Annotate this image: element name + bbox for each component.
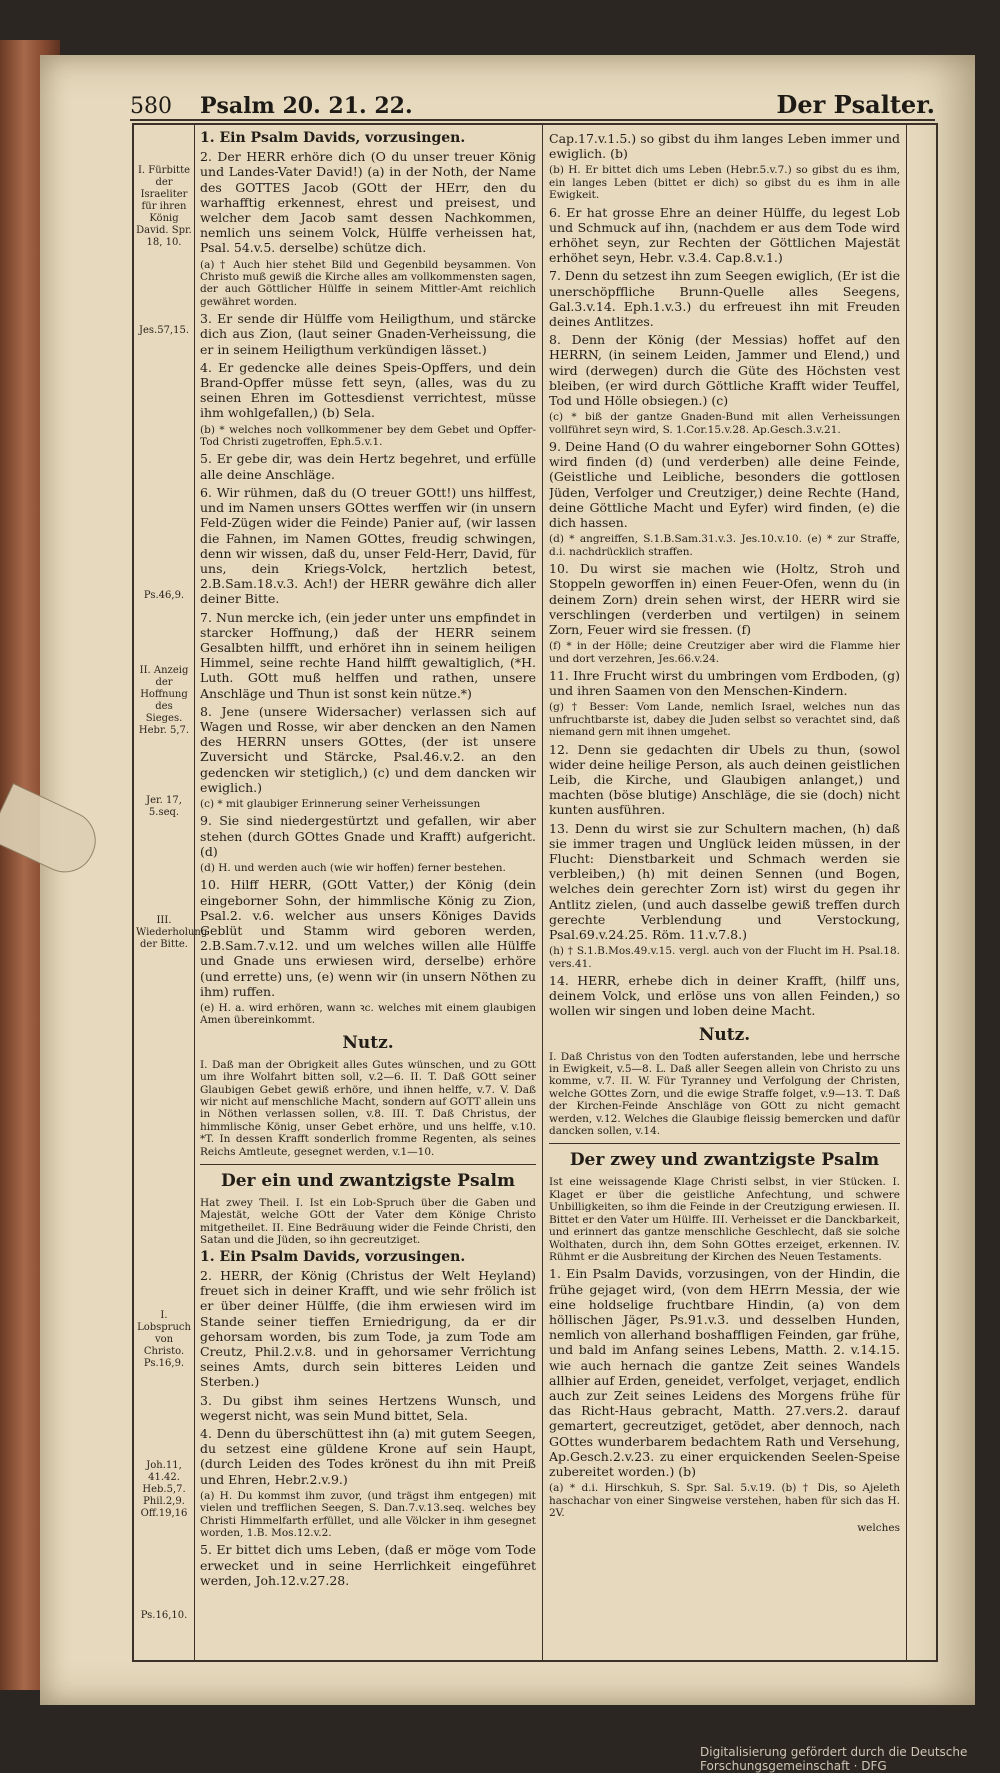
margin-note: Jer. 17, 5.seq. (146, 795, 182, 818)
verse: 14. HERR, erhebe dich in deiner Krafft, (hilff uns, deinem Volck, und erlöse uns von allen Feinden,) so wollen wir singen und loben deine Macht. (549, 973, 900, 1019)
footnote: (a) † Auch hier stehet Bild und Gegenbild beysammen. Von Christo muß gewiß die Kirche alles am vollkommensten sagen, der auch Göttlicher Hülffe in seinem Mittler-Amt reichlich gewähret worden. (200, 258, 536, 308)
footnote: (d) * angreiffen, S.1.B.Sam.31.v.3. Jes.10.v.10. (e) * zur Straffe, d.i. nachdrücklich straffen. (549, 533, 900, 558)
section-heading: Nutz. (342, 1032, 394, 1053)
verse: 2. HERR, der König (Christus der Welt Heyland) freuet sich in deiner Krafft, und wie sehr frölich ist er über deiner Hülffe, (die ihm erwiesen wird im Stande seiner tieffen Erniedrigung, da er dir gehorsam worden, bis zum Tode, ja zum Tode am Creutz, Phil.2.v.8. und in gehorsamer Verrichtung seines Amts, durch sein bitteres Leiden und Sterben.) (200, 1267, 536, 1390)
verse: 10. Du wirst sie machen wie (Holtz, Stroh und Stoppeln geworffen in) einen Feuer-Ofen, wenn du (in deinem Zorn) drein sehen wirst, der HERR wird sie verschlingen (verderben und vertilgen) in seinem Zorn, Feuer wird sie fressen. (f) (549, 561, 900, 637)
margin-note: I. Fürbitte der Israeliter für ihren König David. Spr. 18, 10. (136, 165, 192, 248)
verse: 3. Er sende dir Hülffe vom Heiligthum, und stärcke dich aus Zion, (laut seiner Gnaden-Verheissung, die er in seinem Heiligthum verkündigen lässet.) (200, 311, 536, 357)
footnote: (c) * mit glaubiger Erinnerung seiner Verheissungen (200, 797, 481, 810)
outer-margin (906, 125, 936, 1660)
footnote: (b) * welches noch vollkommener bey dem Gebet und Opffer-Tod Christi zugetroffen, Eph.5.v.1. (200, 423, 536, 449)
psalm-title: Der ein und zwantzigste Psalm (221, 1171, 515, 1192)
margin-note: Ps.16,10. (140, 1610, 188, 1621)
footnote: (e) H. a. wird erhören, wann ꝛc. welches mit einem glaubigen Amen übereinkommt. (200, 1002, 536, 1027)
verse: 10. Hilff HERR, (GOtt Vatter,) der König (dein eingeborner Sohn, der himmlische König zu Zion, Psal.2. v.6. welcher aus unsers Königes Davids Geblüt und Stamm wird geboren werden, 2.B.Sam.7.v.12. und um welches willen alle Hülffe und Gnade uns erwiesen wird, derselbe) erhöre (und errette) uns, (e) wenn wir (in unsern Nöthen zu ihm) ruffen. (200, 877, 536, 999)
margin-note: III. Wiederholung der Bitte. (136, 915, 208, 950)
verse: 6. Wir rühmen, daß du (O treuer GOtt!) uns hilffest, und im Namen unsers GOttes werffen wir (in unsern Feld-Zügen wider die Feinde) Panier auf, (wir lassen die Fahnen, im Namen GOttes, freudig schwingen, denn wir wissen, daß du, unser Feld-Herr, David, für uns, dein Kriegs-Volck, hertzlich betest, 2.B.Sam.18.v.3. Ach!) der HERR gewähre dich aller deiner Bitte. (200, 484, 536, 607)
margin-note: II. Anzeig der Hoffnung des Sieges. Hebr. 5,7. (138, 665, 190, 736)
verse: 1. Ein Psalm Davids, vorzusingen, von der Hindin, die frühe gejaget wird, (von dem HErrn Messia, der wie eine holdselige fruchtbare Hindin, (a) von dem höllischen Jäger, Ps.91.v.3. und desselben Hunden, nemlich von allerhand boshaffligen Feinden, gar frühe, und bald im Anfang seines Lebens, Matth. 2. v.14.15. wie auch hernach die gantze Zeit seines Wandels allhier auf Erden, geneidet, verfolget, verjaget, endlich auch zur Zeit seines Leidens des Morgens frühe für das Richt-Haus gebracht, Matth. 27.vers.2. darauf gemartert, gecreutziget, getödet, aber dennoch, nach GOttes wunderbarem bedachtem Rath und Versehung, Ap.Gesch.2.v.23. zu einer erquickenden Seelen-Speise zubereitet worden.) (b) (549, 1266, 900, 1479)
footnote: (b) H. Er bittet dich ums Leben (Hebr.5.v.7.) so gibst du es ihm, ein langes Leben (bittet er dich) so gibst du es ihm in alle Ewigkeit. (549, 164, 900, 202)
footnote: (a) * d.i. Hirschkuh, S. Spr. Sal. 5.v.19. (b) † Dis, so Ajeleth haschachar von einer Singweise verstehen, haben für sich das H. 2V. (549, 1482, 900, 1519)
digitization-credit: Digitalisierung gefördert durch die Deutsche Forschungsgemeinschaft · DFG (700, 1745, 968, 1773)
left-column (194, 125, 543, 1660)
verse: 13. Denn du wirst sie zur Schultern machen, (h) daß sie immer tragen und Unglück leiden müssen, in der Flucht: Dienstbarkeit und Schmach werden sie verbleiben,) (h) mit deinen Sennen (und Bogen, welches dein gerechter Zorn ist) wirst du gegen ihr Antlitz zielen, (und auch dasselbe gewiß treffen durch gerechte Verblendung und Verstockung, Psal.69.v.24.25. Röm. 11.v.7.8.) (549, 820, 900, 942)
footnote: (g) † Besser: Vom Lande, nemlich Israel, welches nun das unfruchtbarste ist, dabey die Juden selbst so verachtet sind, daß niemand gern mit ihnen umgehet. (549, 701, 900, 739)
right-column (543, 125, 907, 1660)
verse: 4. Denn du überschüttest ihn (a) mit gutem Seegen, du setzest eine güldene Krone auf sein Haupt, (durch Leiden des Todes krönest du ihn mit Preiß und Ehren, Hebr.2.v.9.) (200, 1425, 536, 1487)
divider (549, 1143, 900, 1144)
verse: 1. Ein Psalm Davids, vorzusingen. (200, 1248, 466, 1265)
margin-note: Joh.11, 41.42. Heb.5,7. Phil.2,9. Off.19,16 (140, 1460, 188, 1519)
verse: 11. Ihre Frucht wirst du umbringen vom Erdboden, (g) und ihren Saamen von den Menschen-Kindern. (549, 667, 900, 699)
verse: 5. Er gebe dir, was dein Hertz begehret, und erfülle alle deine Anschläge. (200, 451, 536, 482)
verse: 9. Deine Hand (O du wahrer eingeborner Sohn GOttes) wird finden (d) (und verderben) alle deine Feinde, (Geistliche und Leibliche, besonders die gottlosen Jüden, Verfolger und Creutziger,) deine Rechte (Hand, deine Göttliche Macht und Eyfer) wird finden, (e) die dich hassen. (549, 439, 900, 531)
verse: 6. Er hat grosse Ehre an deiner Hülffe, du legest Lob und Schmuck auf ihn, (nachdem er aus dem Tode wird erhöhet seyn, zur Rechten der Göttlichen Majestät erhöhet seyn, Hebr. v.3.4. Cap.8.v.1.) (549, 204, 900, 266)
footnote: (d) H. und werden auch (wie wir hoffen) ferner bestehen. (200, 861, 506, 874)
margin-note: I. Lobspruch von Christo. Ps.16,9. (137, 1310, 191, 1369)
verse: 7. Nun mercke ich, (ein jeder unter uns empfindet in starcker Hoffnung,) daß der HERR seinem Gesalbten hilfft, und erhöret ihn in seinem heiligen Himmel, seine rechte Hand hilfft gewaltiglich, (*H. Luth. GOtt muß helffen und rathen, unsere Anschläge und Thun ist sonst kein nütze.*) (200, 609, 536, 701)
footnote: (f) * in der Hölle; deine Creutziger aber wird die Flamme hier und dort verzehren, Jes.66.v.24. (549, 640, 900, 665)
divider (200, 1164, 536, 1165)
psalm-intro: Hat zwey Theil. I. Ist ein Lob-Spruch über die Gaben und Majestät, welche GOtt der Vater dem Könige Christo mitgetheilet. II. Eine Bedräuung wider die Feinde Christi, den Satan und die Jüden, so ihn gecreutziget. (200, 1197, 536, 1247)
footnote: (h) † S.1.B.Mos.49.v.15. vergl. auch von der Flucht im H. Psal.18. vers.41. (549, 945, 900, 970)
page-header (130, 83, 935, 121)
verse: 12. Denn sie gedachten dir Ubels zu thun, (sowol wider deine heilige Person, als auch deinen geistlichen Leib, die Kirche, und Glaubigen anlanget,) und machten (böse blutige) Anschläge, die sie (doch) nicht kunten ausführen. (549, 741, 900, 818)
verse: Cap.17.v.1.5.) so gibst du ihm langes Leben immer und ewiglich. (b) (549, 131, 900, 162)
psalm-title: Der zwey und zwantzigste Psalm (569, 1150, 880, 1171)
verse: 7. Denn du setzest ihn zum Seegen ewiglich, (Er ist die unerschöpffliche Brunn-Quelle alles Seegens, Gal.3.v.14. Eph.1.v.3.) du erfreuest ihn mit Freuden deines Antlitzes. (549, 268, 900, 330)
verse: 4. Er gedencke alle deines Speis-Opffers, und dein Brand-Opffer müsse fett seyn, (alles, was du zu seinen Ehren im Gottesdienst verrichtest, müsse ihm wohlgefallen,) (b) Sela. (200, 359, 536, 421)
verse: 1. Ein Psalm Davids, vorzusingen. (200, 131, 466, 146)
verse: 2. Der HERR erhöre dich (O du unser treuer König und Landes-Vater David!) (a) in der Noth, der Name des GOTTES Jacob (GOtt der HErr, den du warhafftig erkennest, ehrest und preisest, und welcher dem Jacob samt dessen Nachkommen, nemlich uns seinem Volck, Hülffe verheissen hat, Psal. 54.v.5. derselbe) schütze dich. (200, 149, 536, 256)
verse: 3. Du gibst ihm seines Hertzens Wunsch, und wegerst nicht, was sein Mund bittet, Sela. (200, 1392, 536, 1423)
margin-note: Ps.46,9. (143, 590, 185, 601)
verse: 8. Jene (unsere Widersacher) verlassen sich auf Wagen und Rosse, wir aber dencken an den Namen des HERRN unsers GOttes, (der ist unsere Zuversicht und Stärcke, Psal.46.v.2. an den gedencken wir stetiglich,) (c) und dem dancken wir ewiglich.) (200, 703, 536, 795)
verse: 9. Sie sind niedergestürtzt und gefallen, wir aber stehen (durch GOttes Gnade und Krafft) aufgericht. (d) (200, 813, 536, 859)
footnote: (a) H. Du kommst ihm zuvor, (und trägst ihm entgegen) mit vielen und trefflichen Seegen, S. Dan.7.v.13.seq. welches bey Christi Himmelfarth erfüllet, und alle Völcker in ihm gesegnet worden, 1.B. Mos.12.v.2. (200, 1489, 536, 1539)
running-head-right: Der Psalter. (776, 90, 935, 119)
nutz-text: I. Daß Christus von den Todten auferstanden, lebe und herrsche in Ewigkeit, v.5—8. L. Daß aller Seegen allein von Christo zu uns komme, v.7. II. W. Für Tyranney und Verfolgung der Christen, welche GOttes Zorn, und die ewige Straffe folget, v.9—13. T. Daß der Kirchen-Feinde Anschläge von GOtt zu nicht gemacht werden, v.12. Welches die Glaubige fleissig bemercken und dafür dancken sollen, v.14. (549, 1050, 900, 1138)
page-number: 580 (130, 94, 172, 119)
verse: 8. Denn der König (der Messias) hoffet auf den HERRN, (in seinem Leiden, Jammer und Elend,) und wird (derwegen) durch die Güte des Höchsten vest bleiben, (er wird durch Göttliche Krafft wider Teuffel, Tod und Hölle obsiegen.) (c) (549, 332, 900, 409)
section-heading: Nutz. (698, 1024, 751, 1045)
margin-notes (134, 125, 208, 1660)
text-frame (132, 123, 938, 1662)
book-page (40, 55, 975, 1705)
verse: 5. Er bittet dich ums Leben, (daß er möge vom Tode erwecket und in seine Herrlichkeit eingeführet werden, Joh.12.v.27.28. (200, 1542, 536, 1588)
running-head-left: Psalm 20. 21. 22. (200, 93, 413, 119)
catchword: welches (857, 1522, 900, 1535)
psalm-intro: Ist eine weissagende Klage Christi selbst, in vier Stücken. I. Klaget er über die geistliche Anfechtung, und schwere Unbilligkeiten, so ihm die Feinde in der Creutzigung erwiesen. II. Bittet er den Vater um Hülffe. III. Verheisset er die Danckbarkeit, und erinnert das gantze menschliche Geschlecht, daß sie solche Wolthaten, durch ihn, dem Sohn GOttes erzeiget, erkennen. IV. Rühmt er die Ausbreitung der Kirchen des Neuen Testaments. (549, 1176, 900, 1263)
footnote: (c) * biß der gantze Gnaden-Bund mit allen Verheissungen vollführet seyn wird, S. 1.Cor.15.v.28. Ap.Gesch.3.v.21. (549, 411, 900, 436)
nutz-text: I. Daß man der Obrigkeit alles Gutes wünschen, und zu GOtt um ihre Wolfahrt bitten soll, v.2—6. II. T. Daß GOtt seiner Glaubigen Gebet gewiß erhöre, und ihnen helffe, v.7. V. Daß wir nicht auf menschliche Macht, sondern auf GOTT allein uns in Nöthen verlassen sollen, v.8. III. T. Daß Christus, der himmlische König, unser Gebet erhöre, und uns helffe, v.10. *T. In dessen Krafft sonderlich fromme Regenten, als seines Reichs Amtleute, gesegnet werden, v.1—10. (200, 1058, 536, 1158)
margin-note: Jes.57,15. (138, 325, 190, 336)
